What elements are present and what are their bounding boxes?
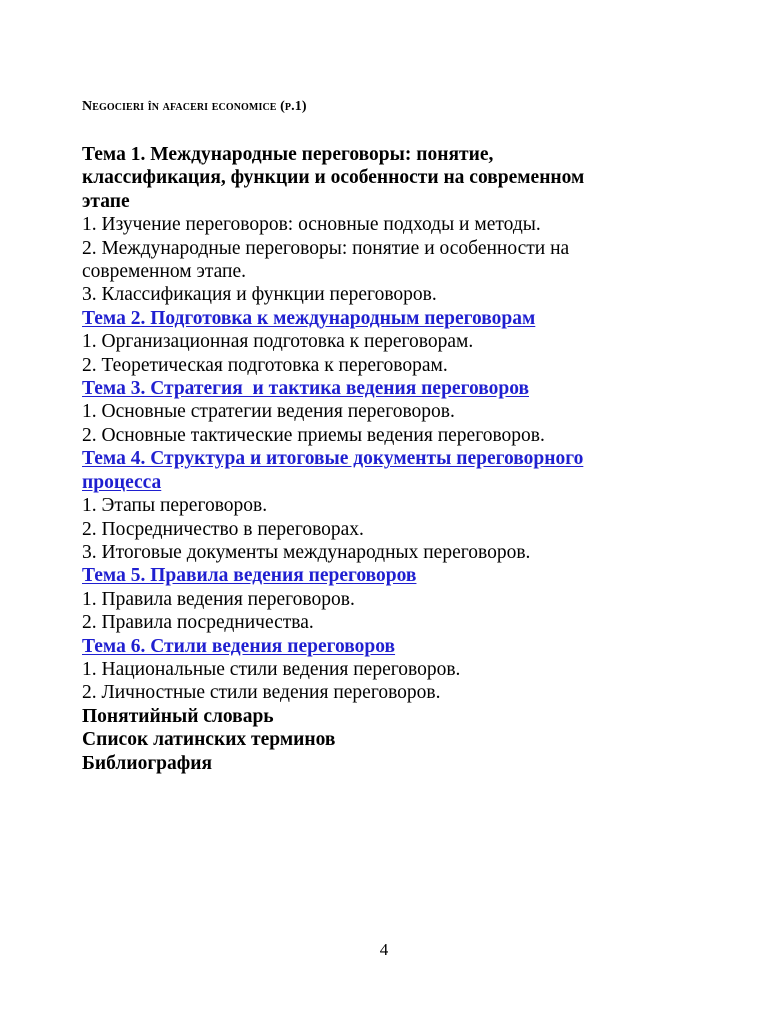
topic-4-item-1: 1. Этапы переговоров. <box>82 495 268 517</box>
running-header: Negocieri în afaceri economice (p.1) <box>82 99 307 114</box>
topic-3-link[interactable]: Тема 3. Стратегия и тактика ведения переговоров <box>82 378 529 400</box>
topic-1-item-3: 3. Классификация и функции переговоров. <box>82 284 437 306</box>
topic-5-link[interactable]: Тема 5. Правила ведения переговоров <box>82 565 417 587</box>
topic-4-link-line-1[interactable]: Тема 4. Структура и итоговые документы переговорного <box>82 448 584 470</box>
topic-4-item-2: 2. Посредничество в переговорах. <box>82 518 364 540</box>
latin-terms-heading: Список латинских терминов <box>82 729 336 751</box>
glossary-heading: Понятийный словарь <box>82 705 274 727</box>
topic-3-item-2: 2. Основные тактические приемы ведения переговоров. <box>82 424 545 446</box>
topic-1-item-2-continued: современном этапе. <box>82 261 246 283</box>
topic-1-title-line-2: классификация, функции и особенности на современном <box>82 167 585 189</box>
topic-1-title-line-1: Тема 1. Международные переговоры: понятие, <box>82 144 494 165</box>
topic-6-item-1: 1. Национальные стили ведения переговоров. <box>82 658 461 680</box>
topic-1-item-1: 1. Изучение переговоров: основные подходы и методы. <box>82 214 541 236</box>
topic-2-item-1: 1. Организационная подготовка к переговорам. <box>82 331 474 353</box>
topic-4-item-3: 3. Итоговые документы международных переговоров. <box>82 541 531 563</box>
topic-2-link[interactable]: Тема 2. Подготовка к международным переговорам <box>82 307 536 329</box>
table-of-contents <box>82 143 722 775</box>
topic-1-title-line-3: этапе <box>82 190 130 212</box>
topic-6-item-2: 2. Личностные стили ведения переговоров. <box>82 682 441 704</box>
topic-1-item-2: 2. Международные переговоры: понятие и особенности на <box>82 237 570 259</box>
topic-6-link[interactable]: Тема 6. Стили ведения переговоров <box>82 635 396 657</box>
topic-2-item-2: 2. Теоретическая подготовка к переговорам. <box>82 354 448 376</box>
page-number: 4 <box>379 940 389 959</box>
topic-4-link-line-2[interactable]: процесса <box>82 471 162 493</box>
topic-5-item-2: 2. Правила посредничества. <box>82 612 314 634</box>
bibliography-heading: Библиография <box>82 752 213 774</box>
topic-5-item-1: 1. Правила ведения переговоров. <box>82 588 355 610</box>
topic-3-item-1: 1. Основные стратегии ведения переговоров. <box>82 401 455 423</box>
